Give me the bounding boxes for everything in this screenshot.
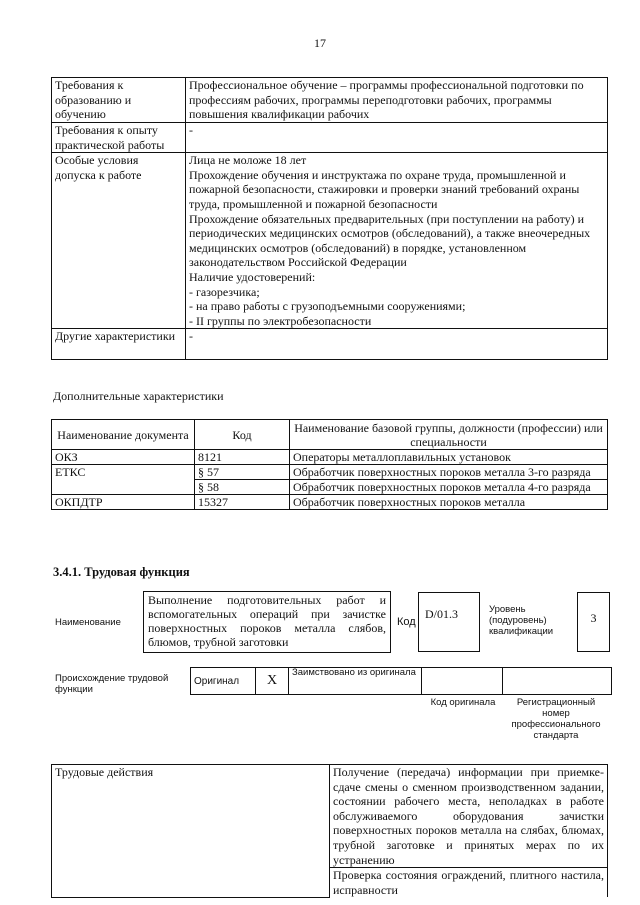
table-row bbox=[52, 450, 608, 465]
section-title: 3.4.1. Трудовая функция bbox=[53, 565, 190, 579]
origin-table bbox=[190, 667, 612, 695]
borrowed-label: Заимствовано из оригинала bbox=[289, 668, 422, 695]
reg-number-label: Регистрационный номер профессионального стандарта bbox=[511, 697, 601, 741]
column-header: Код bbox=[195, 420, 290, 450]
row-label: Другие характеристики bbox=[52, 329, 186, 360]
admission-line: - газорезчика; bbox=[189, 284, 260, 299]
admission-line: Прохождение обязательных предварительных (при поступлении на работу) и периодических медицинских осмотров (обследований), а также внеочередных медицинских осмотров (обследований) в порядке, установленном законодательством Российской Федерации bbox=[189, 211, 591, 270]
column-header: Наименование документа bbox=[52, 420, 195, 450]
admission-line: Наличие удостоверений: bbox=[189, 269, 316, 284]
column-header: Наименование базовой группы, должности (профессии) или специальности bbox=[290, 420, 608, 450]
admission-line: - II группы по электробезопасности bbox=[189, 313, 372, 328]
row-value: Профессиональное обучение – программы профессиональной подготовки по профессиям рабочих, программы переподготовки рабочих, программы повышения квалификации рабочих bbox=[186, 78, 608, 123]
requirements-table bbox=[51, 77, 608, 360]
labor-actions-label: Трудовые действия bbox=[52, 765, 330, 898]
name-cell: Операторы металлоплавильных установок bbox=[290, 450, 608, 465]
level-label: Уровень (подуровень) квалификации bbox=[489, 604, 554, 637]
name-cell: Обработчик поверхностных пороков металла 4-го разряда bbox=[290, 480, 608, 495]
code-label: Код bbox=[397, 616, 416, 628]
name-cell: Обработчик поверхностных пороков металла bbox=[290, 495, 608, 510]
code-cell: § 57 bbox=[195, 465, 290, 480]
table-row bbox=[191, 668, 612, 695]
table-row bbox=[52, 495, 608, 510]
admission-line: Лица не моложе 18 лет bbox=[189, 153, 307, 168]
table-header-row bbox=[52, 420, 608, 450]
doc-cell: ОКЗ bbox=[52, 450, 195, 465]
doc-cell: ОКПДТР bbox=[52, 495, 195, 510]
table-row bbox=[52, 465, 608, 480]
code-cell: § 58 bbox=[195, 480, 290, 495]
table-row bbox=[52, 329, 608, 360]
name-label: Наименование bbox=[55, 617, 121, 628]
code-cell: 15327 bbox=[195, 495, 290, 510]
level-box: 3 bbox=[577, 592, 610, 652]
labor-action-item: Проверка состояния ограждений, плитного настила, исправности bbox=[330, 868, 608, 898]
name-cell: Обработчик поверхностных пороков металла 3-го разряда bbox=[290, 465, 608, 480]
row-value bbox=[186, 153, 608, 329]
function-code-box: D/01.3 bbox=[418, 592, 480, 652]
additional-characteristics-title: Дополнительные характеристики bbox=[53, 389, 224, 403]
table-row bbox=[52, 78, 608, 123]
row-value: - bbox=[186, 329, 608, 360]
page-number: 17 bbox=[314, 36, 326, 50]
admission-line: Прохождение обучения и инструктажа по охране труда, промышленной и пожарной безопасности, стажировки и проверки знаний требований охраны труда, промышленной и пожарной безопасности bbox=[189, 167, 580, 211]
code-original-cell bbox=[422, 668, 503, 695]
doc-cell: ЕТКС bbox=[52, 465, 195, 495]
function-name-box: Выполнение подготовительных работ и вспомогательных операций при зачистке поверхностных пороков металла слябов, блюмов, трубной заготовки bbox=[143, 591, 391, 653]
original-label: Оригинал bbox=[191, 668, 256, 695]
row-label: Требования к опыту практической работы bbox=[52, 123, 186, 153]
admission-line: - на право работы с грузоподъемными сооружениями; bbox=[189, 299, 466, 314]
origin-label: Происхождение трудовой функции bbox=[55, 673, 169, 695]
labor-actions-table bbox=[51, 764, 608, 898]
row-label: Особые условия допуска к работе bbox=[52, 153, 186, 329]
reg-number-cell bbox=[503, 668, 612, 695]
code-original-label: Код оригинала bbox=[430, 697, 496, 708]
row-label: Требования к образованию и обучению bbox=[52, 78, 186, 123]
table-row bbox=[52, 123, 608, 153]
labor-action-item: Получение (передача) информации при приемке-сдаче смены о сменном производственном задании, состоянии рабочего места, неполадках в работе обслуживаемого оборудования зачистки поверхностных пороков металла на слябах, блюмах, трубной заготовке и принятых мерах по их устранению bbox=[330, 765, 608, 868]
row-value: - bbox=[186, 123, 608, 153]
code-cell: 8121 bbox=[195, 450, 290, 465]
additional-characteristics-table bbox=[51, 419, 608, 510]
original-mark: X bbox=[256, 668, 289, 695]
table-row bbox=[52, 153, 608, 329]
table-row bbox=[52, 765, 608, 868]
